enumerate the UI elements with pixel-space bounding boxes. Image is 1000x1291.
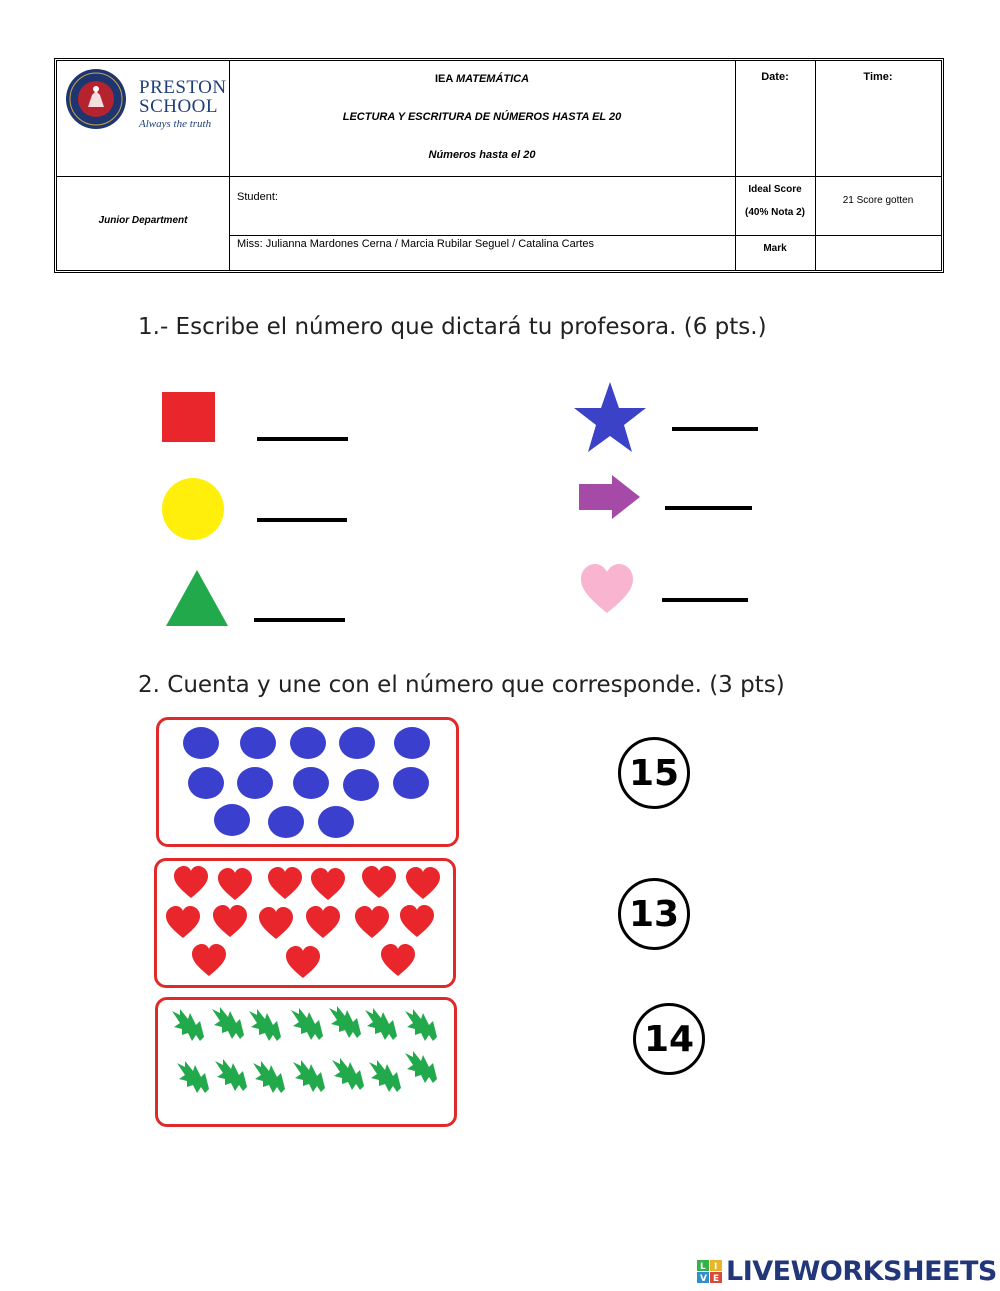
red-heart <box>213 905 247 937</box>
blue-dot <box>188 767 224 799</box>
teachers-line: Miss: Julianna Mardones Cerna / Marcia Rubilar Seguel / Catalina Cartes <box>237 238 595 250</box>
blue-dot <box>318 806 354 838</box>
red-heart <box>362 866 396 898</box>
number-circle-13[interactable]: 13 <box>618 878 690 950</box>
blue-dot <box>394 727 430 759</box>
question-2-text: 2. Cuenta y une con el número que corresponde. (3 pts) <box>138 672 785 698</box>
ideal-score-detail: (40% Nota 2) <box>744 207 805 218</box>
red-heart <box>218 868 252 900</box>
number-circle-15[interactable]: 15 <box>618 737 690 809</box>
green-triangle-shape <box>164 568 230 628</box>
blue-dot <box>290 727 326 759</box>
subject-title: IEA MATEMÁTICA <box>434 73 530 85</box>
ideal-score-label: Ideal Score <box>748 184 802 195</box>
blue-star-shape <box>572 380 648 456</box>
answer-line-arrow[interactable] <box>665 506 752 510</box>
green-leaf <box>329 1006 361 1038</box>
yellow-circle-shape <box>162 477 226 541</box>
red-square-shape <box>162 392 216 444</box>
red-heart <box>406 867 440 899</box>
green-leaf <box>212 1007 244 1039</box>
question-1-text: 1.- Escribe el número que dictará tu profesora. (6 pts.) <box>138 314 767 340</box>
blue-dot <box>183 727 219 759</box>
mark-label: Mark <box>763 243 787 254</box>
green-leaf <box>405 1051 437 1083</box>
red-heart <box>286 946 320 978</box>
blue-dot <box>339 727 375 759</box>
school-motto: Always the truth <box>139 118 212 130</box>
header-table <box>54 58 944 273</box>
liveworksheets-logo-text: LIVEWORKSHEETS <box>726 1256 997 1287</box>
blue-dot <box>214 804 250 836</box>
red-hearts-group <box>154 858 456 988</box>
green-leaves-group <box>155 997 457 1127</box>
red-heart <box>311 868 345 900</box>
student-label: Student: <box>237 191 278 203</box>
number-circle-14[interactable]: 14 <box>633 1003 705 1075</box>
green-leaf <box>332 1058 364 1090</box>
green-leaf <box>291 1008 323 1040</box>
badge-letter: L <box>700 1262 706 1272</box>
school-name-line2: SCHOOL <box>139 96 219 117</box>
school-seal-logo <box>65 67 127 131</box>
red-heart <box>174 866 208 898</box>
liveworksheets-badge-icon <box>697 1260 723 1284</box>
red-heart <box>381 944 415 976</box>
blue-dot <box>268 806 304 838</box>
green-leaf <box>369 1060 401 1092</box>
red-heart <box>268 867 302 899</box>
green-leaf <box>253 1061 285 1093</box>
green-leaf <box>172 1009 204 1041</box>
blue-dot <box>293 767 329 799</box>
answer-line-heart[interactable] <box>662 598 748 602</box>
blue-dot <box>240 727 276 759</box>
badge-letter: V <box>700 1274 707 1284</box>
answer-line-square[interactable] <box>257 437 348 441</box>
badge-letter: E <box>713 1274 720 1284</box>
department-label: Junior Department <box>98 215 188 226</box>
answer-line-star[interactable] <box>672 427 758 431</box>
red-heart <box>306 906 340 938</box>
time-label: Time: <box>863 71 893 83</box>
answer-line-triangle[interactable] <box>254 618 345 622</box>
school-name-line1: PRESTON <box>139 77 227 98</box>
subtopic-title: Números hasta el 20 <box>428 149 536 161</box>
purple-arrow-shape <box>576 474 642 520</box>
green-leaf <box>293 1060 325 1092</box>
green-leaf <box>405 1009 437 1041</box>
score-gotten: 21 Score gotten <box>842 195 914 206</box>
pink-heart-shape <box>580 563 634 615</box>
badge-letter: I <box>714 1262 718 1272</box>
topic-title: LECTURA Y ESCRITURA DE NÚMEROS HASTA EL 20 <box>342 111 622 123</box>
green-leaf <box>249 1009 281 1041</box>
answer-line-circle[interactable] <box>257 518 347 522</box>
green-leaf <box>215 1059 247 1091</box>
red-heart <box>355 906 389 938</box>
blue-dot <box>343 769 379 801</box>
green-leaf <box>177 1061 209 1093</box>
red-heart <box>400 905 434 937</box>
red-heart <box>259 907 293 939</box>
red-heart <box>192 944 226 976</box>
blue-dot <box>393 767 429 799</box>
blue-dot <box>237 767 273 799</box>
red-heart <box>166 906 200 938</box>
date-label: Date: <box>761 71 789 83</box>
green-leaf <box>365 1008 397 1040</box>
